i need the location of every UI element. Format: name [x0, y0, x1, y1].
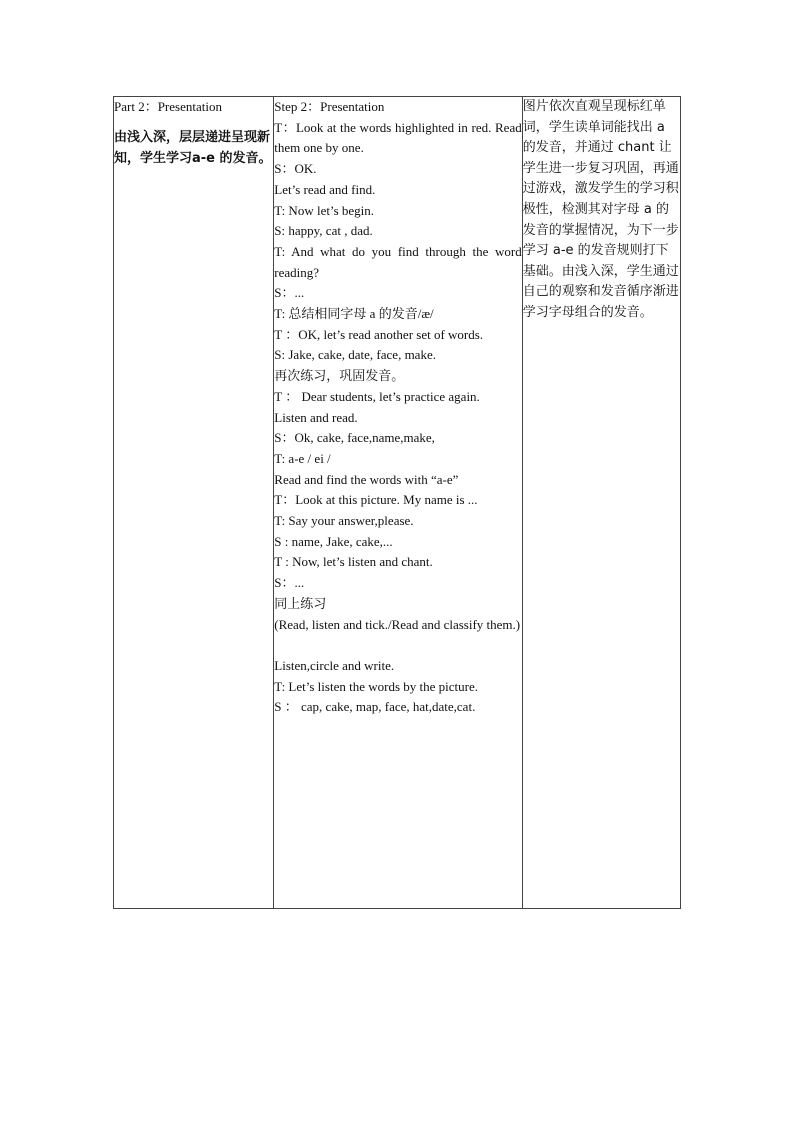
step-line: S: happy, cat , dad. — [274, 223, 373, 239]
step-line: T: Let’s listen the words by the picture. — [274, 678, 478, 694]
step-line: T ：OK, let’s read another set of words. — [274, 326, 484, 342]
step-line: 再次练习，巩固发音。 — [274, 368, 405, 384]
step-line: S：... — [274, 575, 305, 591]
step-line: T: a-e / ei / — [274, 450, 331, 466]
step-lines — [274, 118, 521, 718]
step-line: 同上练习 — [274, 595, 327, 611]
procedure-cell — [274, 97, 522, 909]
step-line: T: 总结相同字母 a 的发音/æ/ — [274, 306, 434, 322]
step-line: T：Look at the words highlighted in red. Read them one by one. — [274, 119, 522, 156]
step-line: T：Look at this picture. My name is ... — [274, 492, 478, 508]
step-line: Let’s read and find. — [274, 181, 376, 197]
intent-cell — [522, 97, 680, 909]
step-line: T: Say your answer,please. — [274, 513, 414, 529]
step-line: S: Jake, cake, date, face, make. — [274, 347, 436, 363]
step-line: S : name, Jake, cake,... — [274, 533, 393, 549]
step-line: S：OK. — [274, 161, 317, 177]
intent-text: 图片依次直观呈现标红单词，学生读单词能找出 a 的发音，并通过 chant 让学生进一步复习巩固，再通过游戏，激发学生的学习积极性，检测其对字母 a 的发音的掌握情况，为下一步学习 a-e 的发音规则打下基础。由浅入深，学生通过自己的观察和发音循序渐进学习字母组合的发音。 — [522, 99, 679, 320]
step-line: T: Now let’s begin. — [274, 202, 375, 218]
step-line: (Read, listen and tick./Read and classify them.) — [274, 616, 521, 632]
table-row — [114, 97, 681, 909]
part-cell — [114, 97, 274, 909]
step-line: T : Now, let’s listen and chant. — [274, 554, 433, 570]
part-note: 由浅入深，层层递进呈现新知，学生学习a-e 的发音。 — [114, 130, 272, 166]
step-heading: Step 2：Presentation — [274, 99, 385, 114]
step-line-blank — [274, 635, 521, 656]
step-line: S：... — [274, 285, 305, 301]
step-line: T: And what do you find through the word reading? — [274, 243, 522, 280]
step-line: T ： Dear students, let’s practice again. — [274, 388, 480, 404]
step-line: Listen and read. — [274, 409, 358, 425]
step-line: Listen,circle and write. — [274, 657, 395, 673]
part-heading: Part 2：Presentation — [114, 99, 222, 114]
step-line: S ： cap, cake, map, face, hat,date,cat. — [274, 699, 476, 715]
step-line: Read and find the words with “a-e” — [274, 471, 459, 487]
lesson-plan-table — [113, 96, 681, 909]
step-line: S：Ok, cake, face,name,make, — [274, 430, 435, 446]
